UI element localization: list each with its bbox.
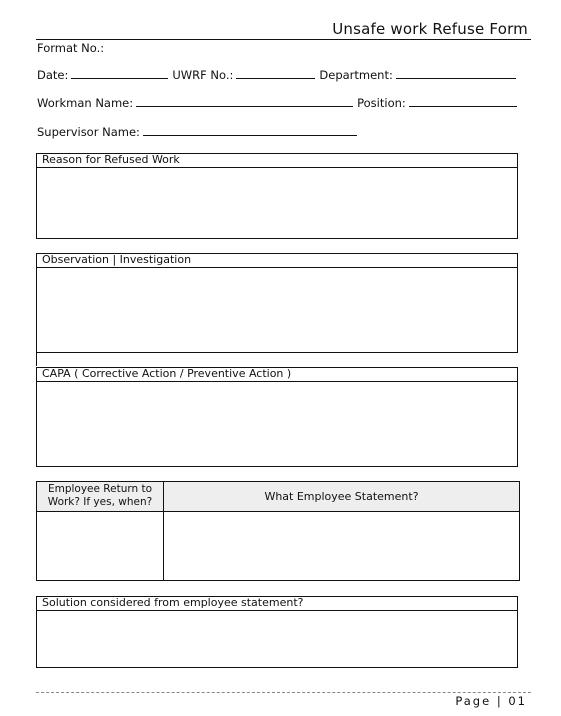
employee-return-header: Employee Return to Work? If yes, when? (47, 483, 153, 508)
format-no-label: Format No.: (37, 41, 105, 55)
capa-header: CAPA ( Corrective Action / Preventive Action ) (37, 368, 517, 382)
capa-section (36, 367, 518, 467)
solution-area[interactable] (37, 611, 517, 668)
employee-statement-header: What Employee Statement? (264, 490, 419, 503)
title-rule (36, 39, 531, 40)
margin-mark (36, 352, 37, 366)
department-label: Department: (319, 68, 393, 82)
employee-statement-area[interactable] (164, 512, 519, 580)
date-label: Date: (37, 68, 69, 82)
date-field[interactable] (71, 68, 168, 79)
uwrf-no-field[interactable] (236, 68, 315, 79)
supervisor-name-field[interactable] (143, 125, 357, 136)
reason-section (36, 153, 518, 239)
employee-return-area[interactable] (37, 512, 163, 580)
date-row (37, 68, 520, 82)
page-number: Page | 01 (455, 694, 527, 708)
footer-rule (36, 692, 531, 693)
workman-name-field[interactable] (136, 96, 353, 107)
observation-header: Observation | Investigation (37, 254, 517, 268)
reason-header: Reason for Refused Work (37, 154, 517, 168)
uwrf-no-label: UWRF No.: (172, 68, 234, 82)
format-no-row (37, 41, 104, 55)
workman-name-label: Workman Name: (37, 96, 134, 110)
workman-row (37, 96, 521, 110)
supervisor-row (37, 125, 361, 139)
position-label: Position: (357, 96, 406, 110)
form-title: Unsafe work Refuse Form (332, 20, 528, 38)
solution-section (36, 596, 518, 668)
solution-header: Solution considered from employee statement? (37, 597, 517, 611)
observation-area[interactable] (37, 268, 517, 353)
department-field[interactable] (396, 68, 516, 79)
employee-table (36, 481, 520, 581)
position-field[interactable] (409, 96, 517, 107)
capa-area[interactable] (37, 382, 517, 467)
reason-area[interactable] (37, 168, 517, 239)
supervisor-name-label: Supervisor Name: (37, 125, 140, 139)
observation-section (36, 253, 518, 353)
